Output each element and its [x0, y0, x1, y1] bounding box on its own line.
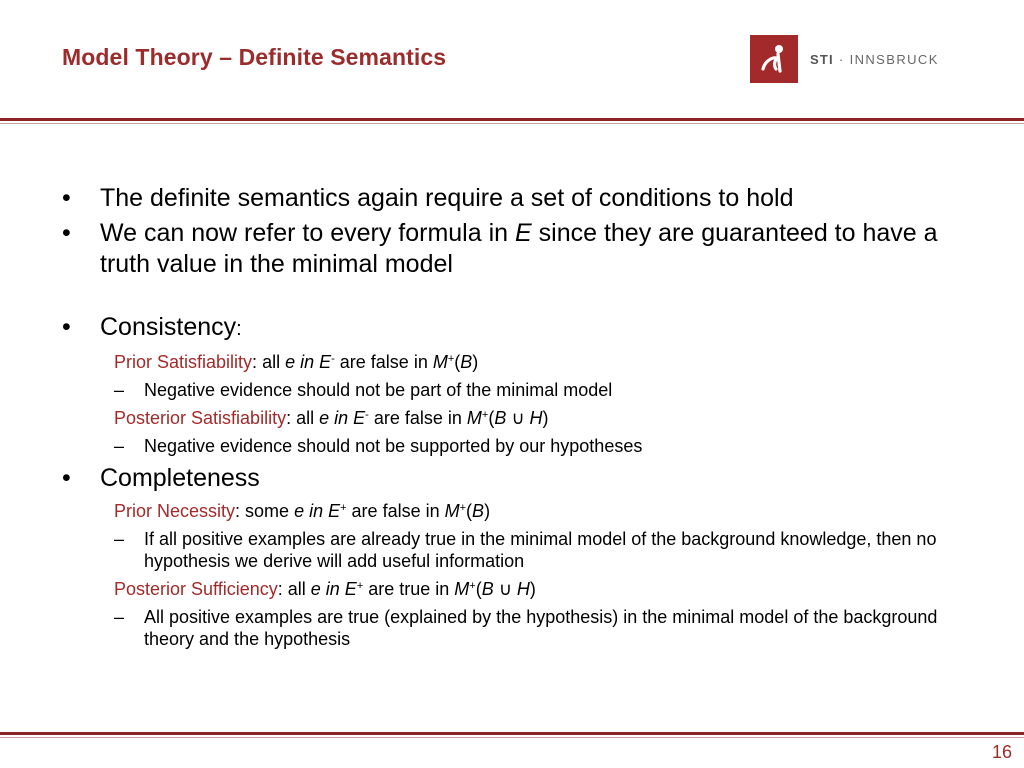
bullet-marker: • — [62, 184, 71, 212]
condition-prior-satisfiability: Prior Satisfiability: all e in E- are false in M+(B) — [114, 352, 479, 372]
header-divider-thin — [0, 123, 1024, 124]
footer-divider — [0, 732, 1024, 735]
condition-posterior-sufficiency: Posterior Sufficiency: all e in E+ are true in M+(B ∪ H) — [114, 579, 536, 599]
sub-bullet: – All positive examples are true (explained by the hypothesis) in the minimal model of the background theory and the hypothesis — [114, 607, 938, 649]
bullet-text: The definite semantics again require a set of conditions to hold — [100, 184, 794, 212]
slide-body — [62, 183, 972, 650]
bullet-heading: Completeness — [100, 464, 260, 492]
bullet-marker: • — [62, 313, 71, 341]
footer-divider-thin — [0, 737, 1024, 738]
bullet-item — [62, 218, 972, 280]
bullet-item — [62, 183, 972, 214]
sub-bullet: – Negative evidence should not be supported by our hypotheses — [114, 436, 643, 456]
bullet-text: We can now refer to every formula in E since they are guaranteed to have a truth value in the minimal model — [100, 219, 938, 278]
bullet-consistency — [62, 312, 972, 345]
sti-logo-mark — [750, 35, 798, 83]
bullet-heading: Consistency: — [100, 313, 242, 341]
condition-posterior-satisfiability: Posterior Satisfiability: all e in E- are false in M+(B ∪ H) — [114, 408, 549, 428]
sub-bullet: – If all positive examples are already true in the minimal model of the background knowledge, then no hypothesis we derive will add useful information — [114, 529, 937, 571]
header-divider — [0, 118, 1024, 121]
bullet-marker: • — [62, 464, 71, 492]
page-number: 16 — [991, 742, 1012, 762]
bullet-marker: • — [62, 219, 71, 247]
sti-logo-text: STI · INNSBRUCK — [810, 51, 939, 67]
sti-logo — [750, 34, 939, 84]
condition-prior-necessity: Prior Necessity: some e in E+ are false in M+(B) — [114, 501, 491, 521]
sub-bullet: – Negative evidence should not be part of the minimal model — [114, 380, 613, 400]
slide-title: Model Theory – Definite Semantics — [62, 44, 447, 70]
bullet-completeness — [62, 463, 972, 494]
